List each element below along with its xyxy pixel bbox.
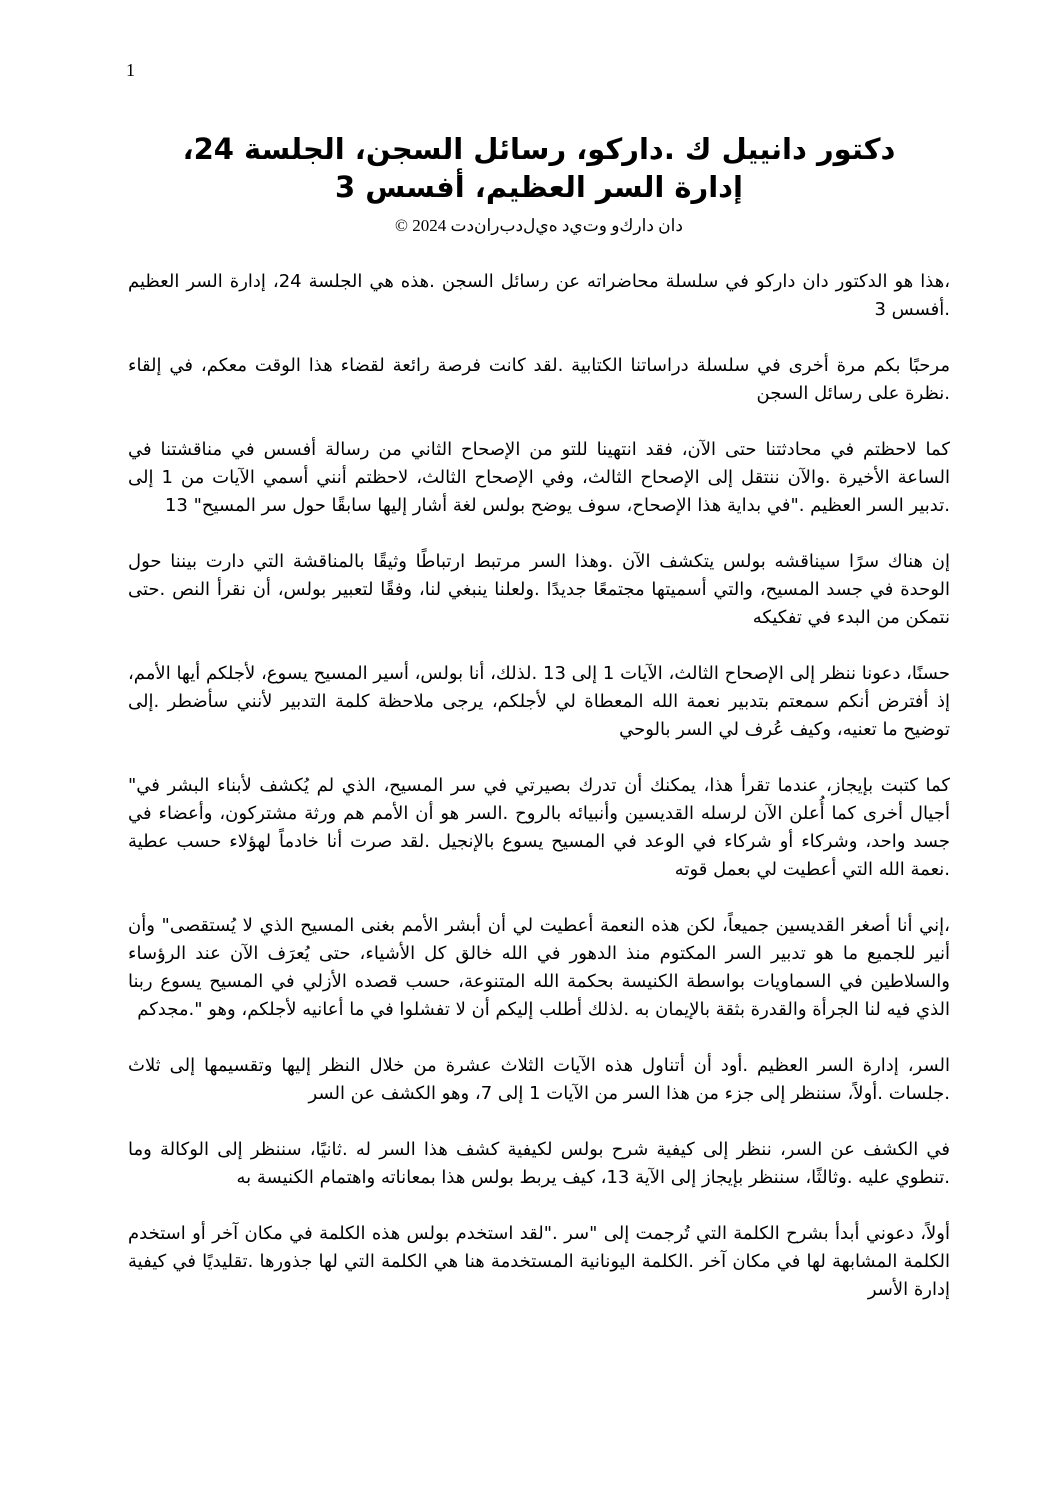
transcript-body (128, 268, 950, 1304)
paragraph: ،هذا هو الدكتور دان داركو في سلسلة محاضراته عن رسائل السجن .هذه هي الجلسة 24، إدارة السر العظيم .أفسس 3 (128, 271, 951, 320)
paragraph: إن هناك سرًا سيناقشه بولس يتكشف الآن .وهذا السر مرتبط ارتباطًا وثيقًا بالمناقشة التي دارت بيننا حول الوحدة في جسد المسيح، والتي أسميتها مجتمعًا جديدًا .ولعلنا ينبغي لنا، وفقًا لتعبير بولس، أن نقرأ النص .حتى نتمكن من البدء في تفكيكه (128, 551, 950, 628)
paragraph: كما لاحظتم في محادثتنا حتى الآن، فقد انتهينا للتو من الإصحاح الثاني من رسالة أفسس في مناقشتنا في الساعة الأخيرة .والآن ننتقل إلى الإصحاح الثالث، وفي الإصحاح الثالث، لاحظتم أنني أسمي الآيات من 1 إلى .تدبير السر العظيم ."في بداية هذا الإصحاح، سوف يوضح بولس لغة أشار إليها سابقًا حول سر المسيح" 13 (128, 439, 950, 516)
paragraph: أولاً، دعوني أبدأ بشرح الكلمة التي تُرجمت إلى "سر ."لقد استخدم بولس هذه الكلمة في مكان آخر أو استخدم الكلمة المشابهة لها في مكان آخر .الكلمة اليونانية المستخدمة هنا هي الكلمة التي لها جذورها .تقليديًا في كيفية إدارة الأسر (128, 1223, 950, 1300)
document-title: دكتور دانييل ك .داركو، رسائل السجن، الجلسة 24، إدارة السر العظيم، أفسس 3 (182, 132, 896, 204)
page-number: 1 (126, 60, 135, 80)
paragraph: كما كتبت بإيجاز، عندما تقرأ هذا، يمكنك أن تدرك بصيرتي في سر المسيح، الذي لم يُكشف لأبناء البشر في" أجيال أخرى كما أُعلن الآن لرسله القديسين وأنبيائه بالروح .السر هو أن الأمم هم ورثة مشتركون، وأعضاء في جسد واحد، وشركاء أو شركاء في الوعد في المسيح يسوع بالإنجيل .لقد صرت أنا خادماً لهؤلاء حسب عطية .نعمة الله التي أعطيت لي بعمل قوته (128, 775, 950, 880)
paragraph: مرحبًا بكم مرة أخرى في سلسلة دراساتنا الكتابية .لقد كانت فرصة رائعة لقضاء هذا الوقت معكم، في إلقاء .نظرة على رسائل السجن (128, 355, 950, 404)
paragraph: ،إني أنا أصغر القديسين جميعاً، لكن هذه النعمة أعطيت لي أن أبشر الأمم بغنى المسيح الذي لا يُستقصى" وأن أنير للجميع ما هو تدبير السر المكتوم منذ الدهور في الله خالق كل الأشياء، حتى يُعرَف الآن عند الرؤساء والسلاطين في السماويات بواسطة الكنيسة بحكمة الله المتنوعة، حسب قصده الأزلي في المسيح يسوع ربنا الذي فيه لنا الجرأة والقدرة بثقة بالإيمان به .لذلك أطلب إليكم أن لا تفشلوا في ما أعانيه لأجلكم، وهو ".مجدكم (128, 915, 950, 1020)
paragraph: حسنًا، دعونا ننظر إلى الإصحاح الثالث، الآيات 1 إلى 13 .لذلك، أنا بولس، أسير المسيح يسوع، لأجلكم أيها الأمم، إذ أفترض أنكم سمعتم بتدبير نعمة الله المعطاة لي لأجلكم، يرجى ملاحظة كلمة التدبير لأنني سأضطر .إلى توضيح ما تعنيه، وكيف عُرف لي السر بالوحي (128, 663, 950, 740)
paragraph: في الكشف عن السر، ننظر إلى كيفية شرح بولس لكيفية كشف هذا السر له .ثانيًا، سننظر إلى الوكالة وما .تنطوي عليه .وثالثًا، سننظر بإيجاز إلى الآية 13، كيف يربط بولس هذا بمعاناته واهتمام الكنيسة به (128, 1139, 950, 1188)
document-content (128, 130, 950, 1332)
copyright-line: دان دارك‌و وت‌ي‌د ه‌ي‌ل‌دب‌ران‌دت 2024 © (395, 216, 683, 235)
paragraph: السر، إدارة السر العظيم .أود أن أتناول هذه الآيات الثلاث عشرة من خلال النظر إليها وتقسيمها إلى ثلاث .جلسات .أولاً، سننظر إلى جزء من هذا السر من الآيات 1 إلى 7، وهو الكشف عن السر (128, 1055, 950, 1104)
